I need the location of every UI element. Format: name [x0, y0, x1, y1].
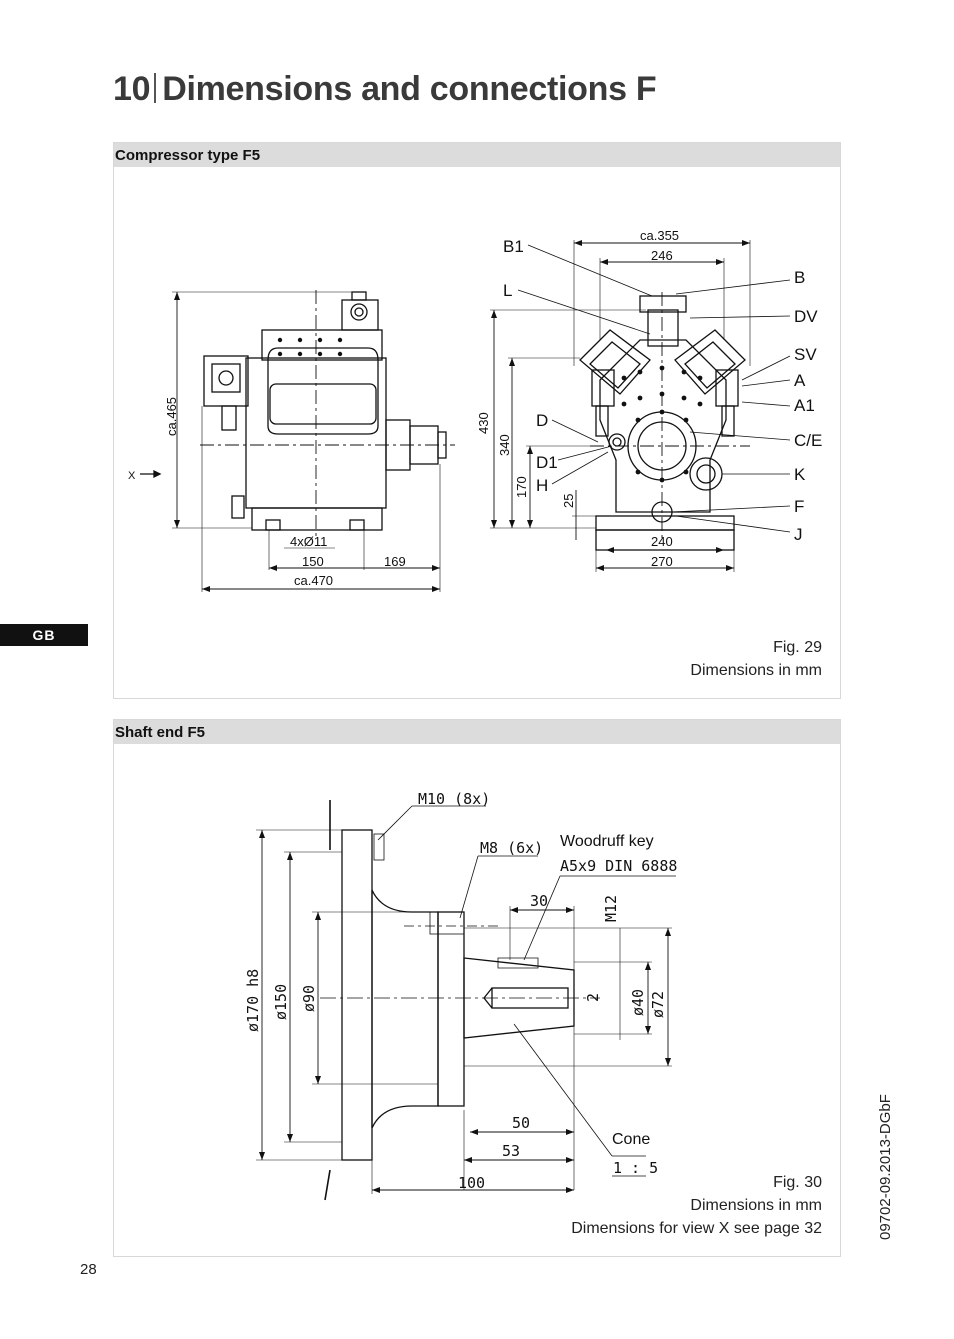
dim-150-diameter: ø150: [272, 983, 290, 1020]
label-b: B: [794, 268, 806, 287]
section-number: 10: [113, 70, 151, 108]
label-l: L: [503, 281, 513, 300]
label-f: F: [794, 497, 805, 516]
dim-72: ø72: [649, 990, 667, 1018]
label-ce: C/E: [794, 431, 823, 450]
dim-ca355: ca.355: [640, 228, 680, 243]
dim-40: ø40: [629, 988, 647, 1016]
dim-430: 430: [476, 412, 491, 434]
document-code: 09702-09.2013-DGbF: [877, 1094, 894, 1240]
fig30-number: Fig. 30: [773, 1174, 822, 1191]
dim-169: 169: [384, 554, 406, 569]
label-d1: D1: [536, 453, 558, 472]
label-b1: B1: [503, 237, 524, 256]
dim-30: 30: [530, 892, 549, 910]
shaft-end-panel-heading: Shaft end F5: [114, 720, 840, 744]
label-x: X: [128, 470, 136, 482]
dim-ca465: ca.465: [164, 396, 179, 436]
dim-holes: 4xØ11: [290, 534, 328, 549]
label-m8: M8 (6x): [480, 839, 544, 857]
label-cone: Cone: [612, 1131, 651, 1148]
dim-170: 170: [514, 476, 529, 498]
dim-270: 270: [651, 554, 673, 569]
fig29-units: Dimensions in mm: [690, 662, 822, 679]
fig29-number: Fig. 29: [773, 639, 822, 656]
label-m12: M12: [602, 894, 620, 922]
label-a1: A1: [794, 396, 815, 415]
dim-170h8: ø170 h8: [244, 968, 262, 1032]
dim-2: 2: [584, 992, 602, 1002]
section-title: Dimensions and connections F: [162, 70, 657, 108]
dim-90: ø90: [300, 984, 318, 1012]
fig30-units: Dimensions in mm: [690, 1197, 822, 1214]
dim-100: 100: [458, 1174, 486, 1192]
language-tab: GB: [0, 624, 88, 646]
dim-ca470: ca.470: [294, 573, 334, 588]
label-woodruff: Woodruff key: [560, 833, 654, 850]
dim-50: 50: [512, 1114, 531, 1132]
label-dv: DV: [794, 307, 818, 326]
label-h: H: [536, 476, 549, 495]
label-sv: SV: [794, 345, 817, 364]
label-woodruff-spec: A5x9 DIN 6888: [560, 857, 678, 875]
label-d: D: [536, 411, 549, 430]
label-m10: M10 (8x): [418, 790, 491, 808]
dim-25: 25: [561, 493, 576, 508]
label-a: A: [794, 371, 806, 390]
dim-240: 240: [651, 534, 673, 549]
label-cone-ratio: 1 : 5: [613, 1159, 659, 1177]
compressor-front-view: [490, 240, 790, 572]
dim-246: 246: [651, 248, 673, 263]
fig30-note: Dimensions for view X see page 32: [571, 1220, 822, 1237]
dim-340: 340: [497, 434, 512, 456]
dim-53: 53: [502, 1142, 521, 1160]
compressor-panel-heading: Compressor type F5: [114, 143, 840, 167]
page-number: 28: [80, 1261, 97, 1278]
dim-150: 150: [302, 554, 324, 569]
label-k: K: [794, 465, 806, 484]
label-j: J: [794, 525, 803, 544]
